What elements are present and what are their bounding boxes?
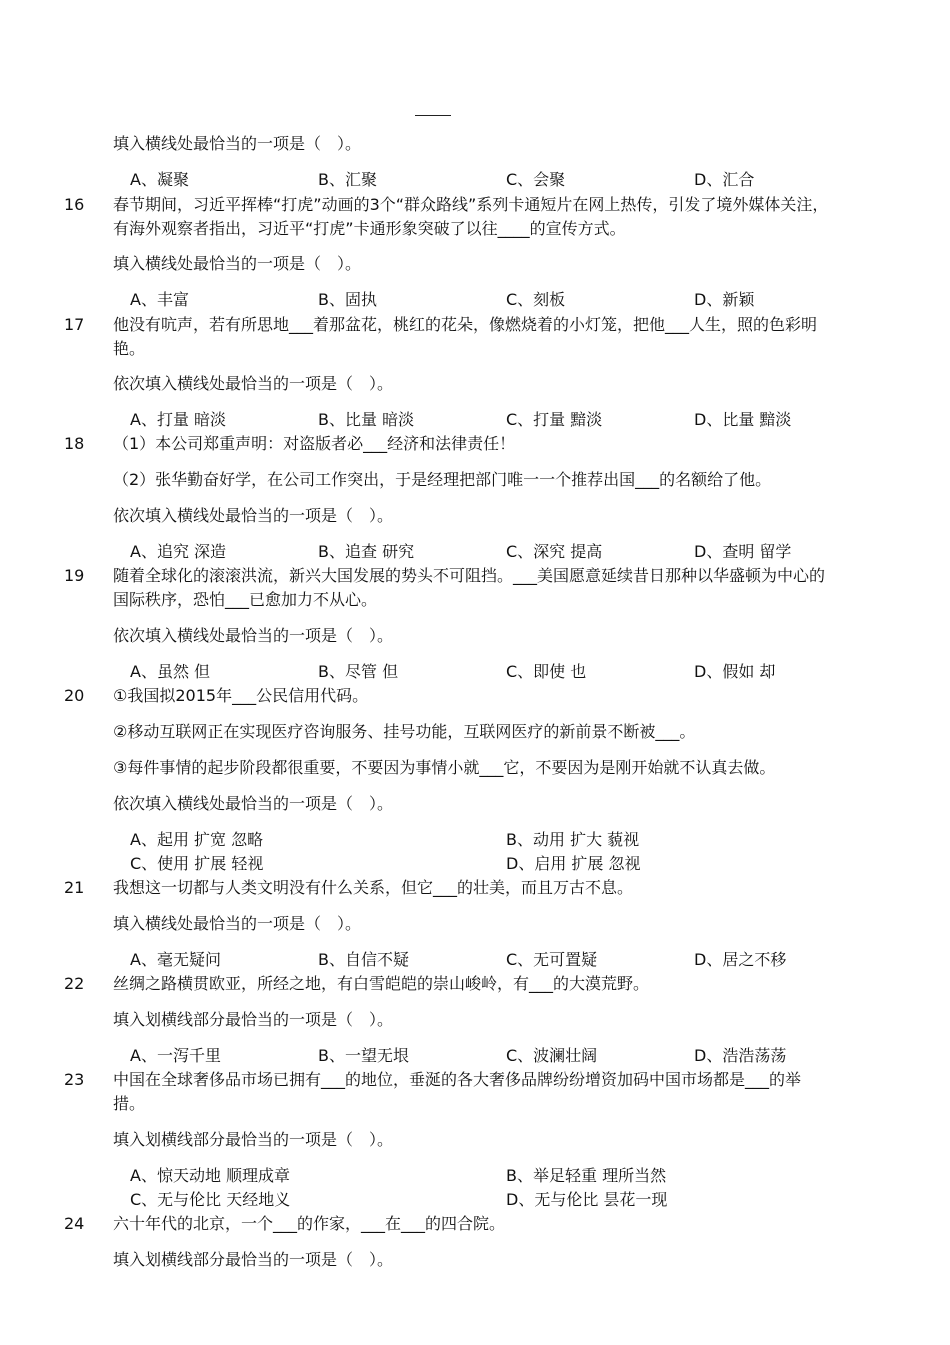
option: A、惊天动地 顺理成章 [130,1166,291,1185]
question-text: 我想这一切都与人类文明没有什么关系，但它___的壮美，而且万古不息。 [113,878,634,897]
question-text: （1）本公司郑重声明：对盗版者必___经济和法律责任！ [113,434,516,453]
option: A、虽然 但 [130,662,211,681]
question-number: 19 [64,566,85,585]
prompt: 依次填入横线处最恰当的一项是（ ）。 [113,506,394,525]
prompt: 依次填入横线处最恰当的一项是（ ）。 [113,626,394,645]
option: B、动用 扩大 藐视 [506,830,640,849]
option: B、尽管 但 [318,662,399,681]
option: A、毫无疑问 [130,950,221,969]
question-text: （2）张华勤奋好学，在公司工作突出，于是经理把部门唯一一个推荐出国___的名额给了他。 [113,470,772,489]
option: D、居之不移 [694,950,787,969]
option: B、比量 暗淡 [318,410,415,429]
option: C、无与伦比 天经地义 [130,1190,291,1209]
option: C、即使 也 [506,662,587,681]
question-number: 16 [64,195,85,214]
prompt: 依次填入横线处最恰当的一项是（ ）。 [113,374,394,393]
prompt: 填入横线处最恰当的一项是（ ）。 [113,254,362,273]
option: B、一望无垠 [318,1046,409,1065]
question-text: 国际秩序，恐怕___已愈加力不从心。 [113,590,378,609]
question-number: 23 [64,1070,85,1089]
option: C、打量 黯淡 [506,410,603,429]
question-text: ③每件事情的起步阶段都很重要，不要因为事情小就___它，不要因为是刚开始就不认真去做。 [113,758,776,777]
option: B、汇聚 [318,170,377,189]
option: B、举足轻重 理所当然 [506,1166,667,1185]
question-text: 他没有吭声，若有所思地___着那盆花，桃红的花朵，像燃烧着的小灯笼，把他___人生，照的色彩明 [113,315,818,334]
question-text: 措。 [113,1094,146,1113]
option: A、凝聚 [130,170,189,189]
question-text: 六十年代的北京，一个___的作家，___在___的四合院。 [113,1214,506,1233]
blank-underline [415,115,451,116]
question-text: ②移动互联网正在实现医疗咨询服务、挂号功能，互联网医疗的新前景不断被___。 [113,722,696,741]
question-number: 24 [64,1214,85,1233]
option: C、无可置疑 [506,950,598,969]
question-number: 21 [64,878,85,897]
prompt: 填入划横线部分最恰当的一项是（ ）。 [113,1130,394,1149]
option: A、一泻千里 [130,1046,221,1065]
option: D、比量 黯淡 [694,410,792,429]
option: C、波澜壮阔 [506,1046,598,1065]
question-text: ①我国拟2015年___公民信用代码。 [113,686,369,705]
question-number: 18 [64,434,85,453]
option: A、起用 扩宽 忽略 [130,830,264,849]
option: A、丰富 [130,290,189,309]
prompt: 依次填入横线处最恰当的一项是（ ）。 [113,794,394,813]
option: D、浩浩荡荡 [694,1046,787,1065]
question-number: 17 [64,315,85,334]
question-text: 随着全球化的滚滚洪流，新兴大国发展的势头不可阻挡。___美国愿意延续昔日那种以华盛顿为中心的 [113,566,826,585]
option: C、深究 提高 [506,542,603,561]
question-text: 有海外观察者指出，习近平“打虎”卡通形象突破了以往____的宣传方式。 [113,219,626,238]
option: D、启用 扩展 忽视 [506,854,641,873]
option: D、无与伦比 昙花一现 [506,1190,668,1209]
option: C、刻板 [506,290,566,309]
option: B、自信不疑 [318,950,409,969]
option: D、新颖 [694,290,755,309]
prompt: 填入划横线部分最恰当的一项是（ ）。 [113,1010,394,1029]
question-text: 春节期间，习近平挥棒“打虎”动画的3个“群众路线”系列卡通短片在网上热传，引发了境外媒体关注， [113,195,829,214]
question-text: 艳。 [113,339,146,358]
option: B、追查 研究 [318,542,415,561]
option: A、追究 深造 [130,542,227,561]
prompt: 填入横线处最恰当的一项是（ ）。 [113,914,362,933]
question-text: 丝绸之路横贯欧亚，所经之地，有白雪皑皑的崇山峻岭，有___的大漠荒野。 [113,974,650,993]
option: D、查明 留学 [694,542,792,561]
question-number: 20 [64,686,85,705]
option: A、打量 暗淡 [130,410,227,429]
question-text: 中国在全球奢侈品市场已拥有___的地位，垂涎的各大奢侈品牌纷纷增资加码中国市场都是___的举 [113,1070,802,1089]
option: B、固执 [318,290,377,309]
question-number: 22 [64,974,85,993]
option: C、会聚 [506,170,566,189]
prompt: 填入横线处最恰当的一项是（ ）。 [113,134,362,153]
option: D、假如 却 [694,662,776,681]
prompt: 填入划横线部分最恰当的一项是（ ）。 [113,1250,394,1269]
option: C、使用 扩展 轻视 [130,854,264,873]
option: D、汇合 [694,170,755,189]
